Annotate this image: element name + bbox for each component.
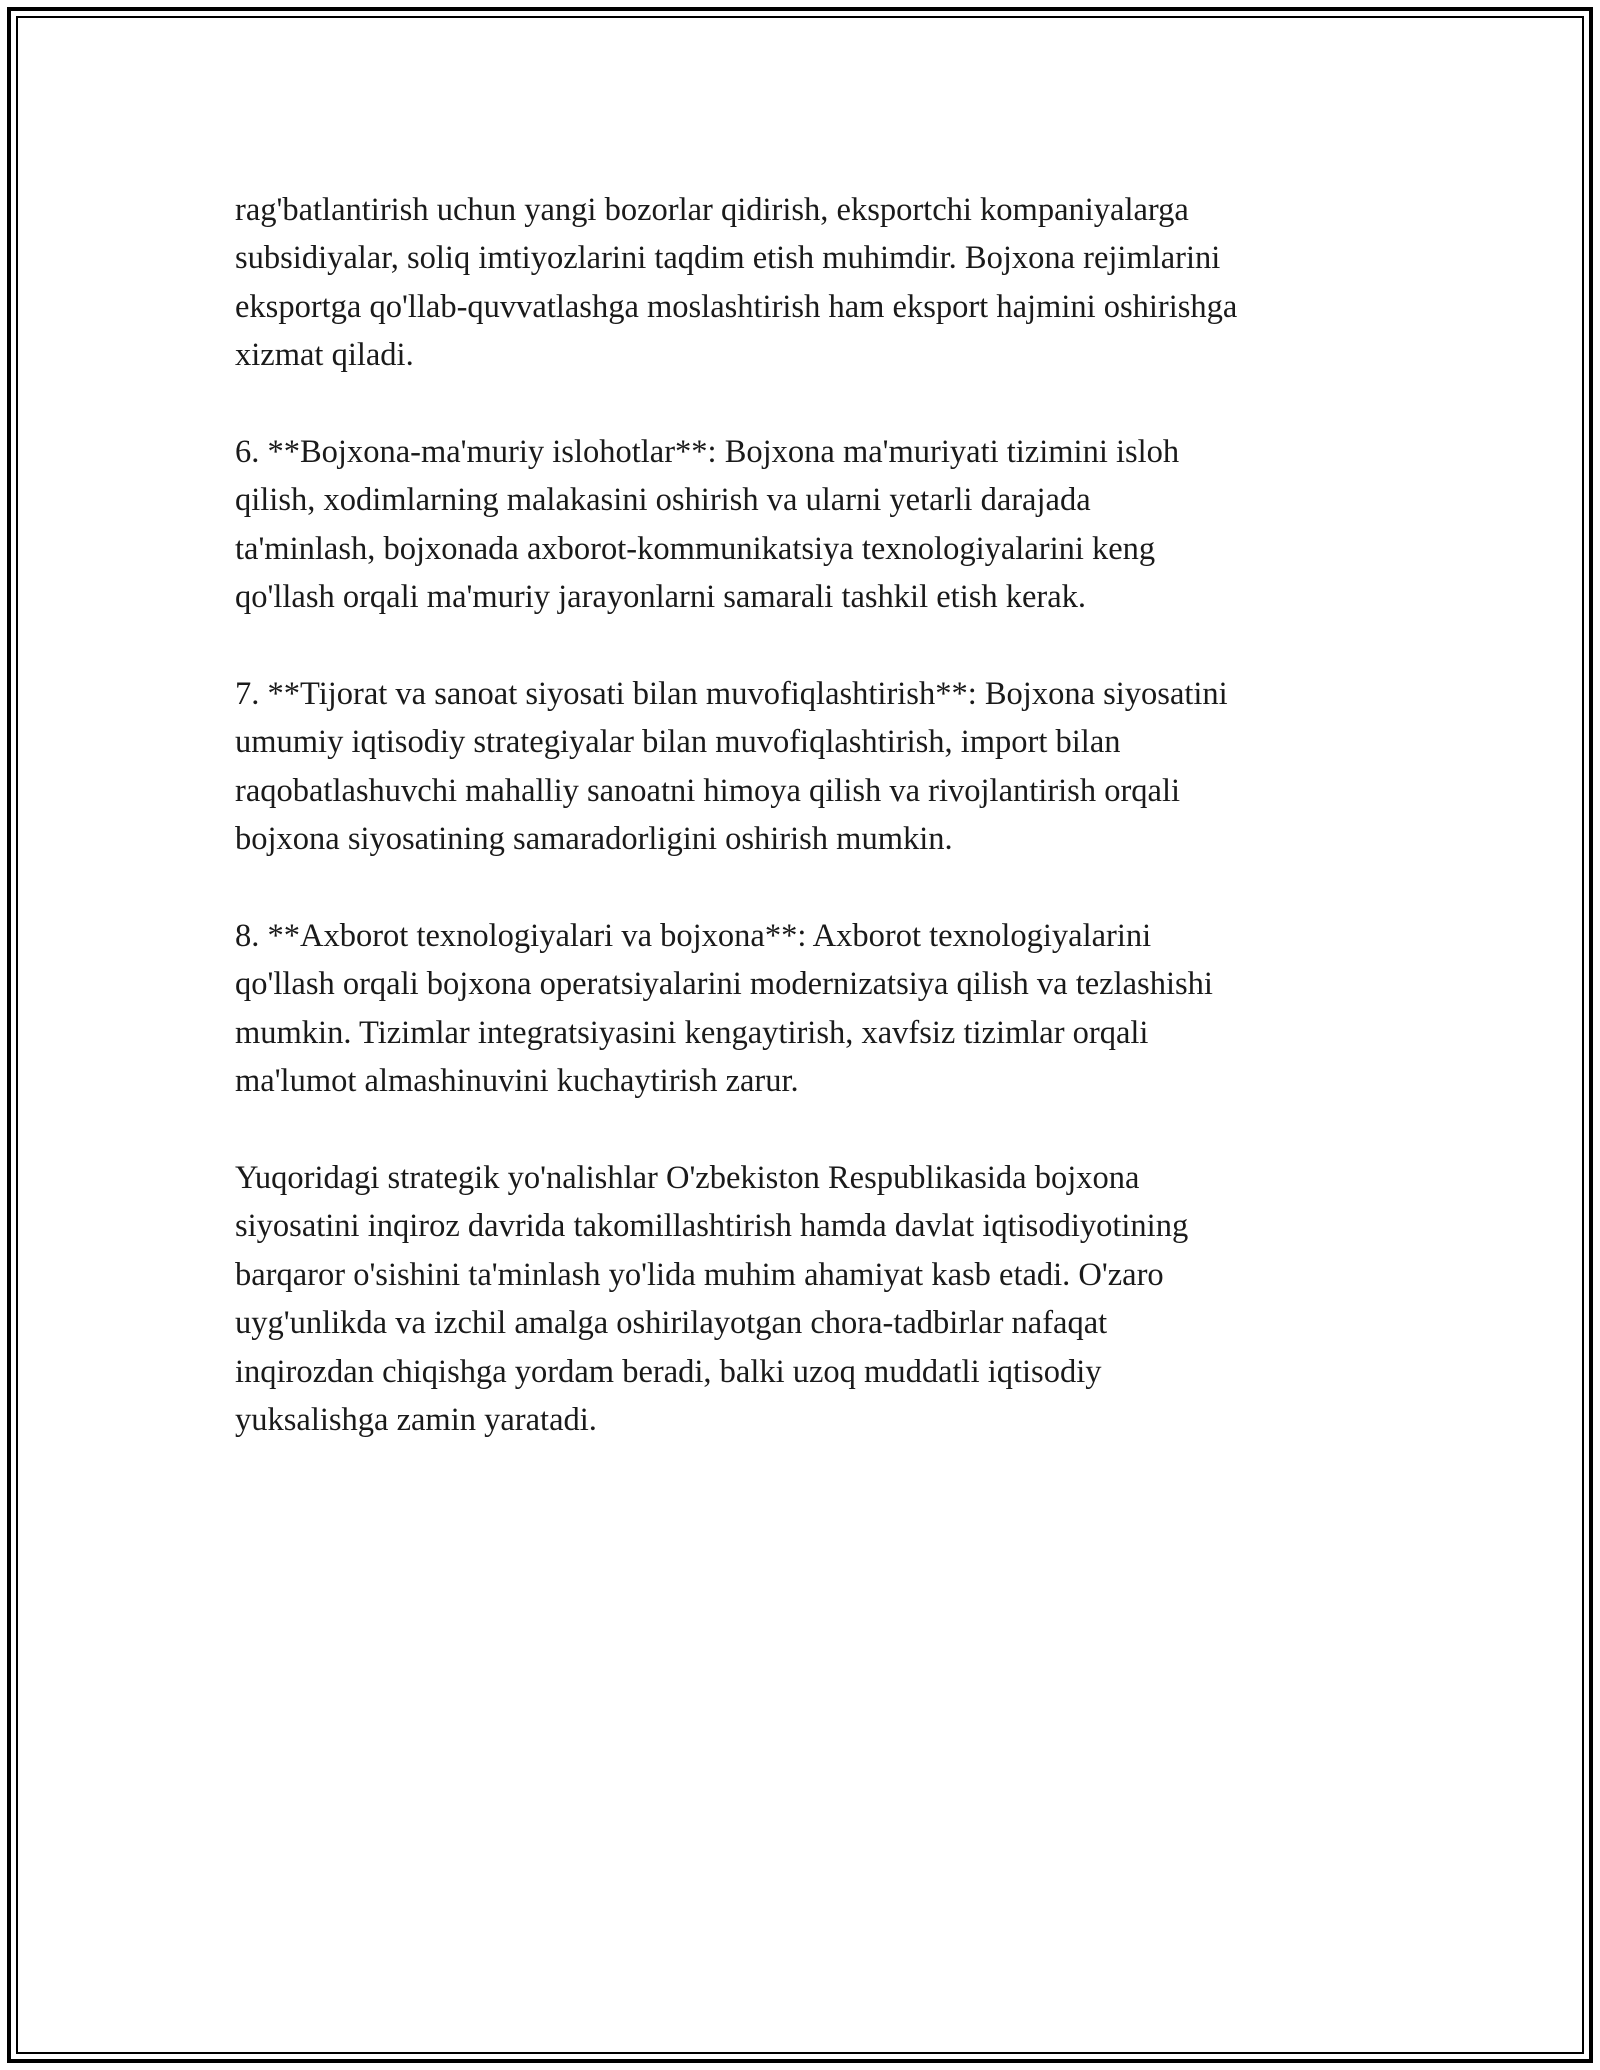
text-line: inqirozdan chiqishga yordam beradi, balki uzoq muddatli iqtisodiy (235, 1353, 1102, 1390)
text-line: qilish, xodimlarning malakasini oshirish va ularni yetarli darajada (235, 482, 1091, 519)
text-line: bojxona siyosatining samaradorligini oshirish mumkin. (235, 821, 953, 858)
text-line: subsidiyalar, soliq imtiyozlarini taqdim etish muhimdir. Bojxona rejimlarini (235, 240, 1221, 277)
text-line: umumiy iqtisodiy strategiyalar bilan muvofiqlashtirish, import bilan (235, 724, 1121, 761)
paragraph-item-8-information-technology (235, 912, 1415, 1106)
text-line: xizmat qiladi. (235, 337, 414, 374)
text-line: qo'llash orqali ma'muriy jarayonlarni samarali tashkil etish kerak. (235, 579, 1087, 616)
paragraph-item-7-trade-industry-policy (235, 670, 1415, 864)
text-line: 6. **Bojxona-ma'muriy islohotlar**: Bojxona ma'muriyati tizimini isloh (235, 434, 1180, 471)
paragraph-export-incentives (235, 186, 1415, 380)
text-line: qo'llash orqali bojxona operatsiyalarini modernizatsiya qilish va tezlashishi (235, 966, 1213, 1003)
text-line: mumkin. Tizimlar integratsiyasini kengaytirish, xavfsiz tizimlar orqali (235, 1014, 1149, 1051)
text-line: barqaror o'sishini ta'minlash yo'lida muhim ahamiyat kasb etadi. O'zaro (235, 1256, 1164, 1293)
text-line: raqobatlashuvchi mahalliy sanoatni himoya qilish va rivojlantirish orqali (235, 772, 1181, 809)
paragraph-conclusion (235, 1154, 1415, 1444)
text-line: 8. **Axborot texnologiyalari va bojxona**: Axborot texnologiyalarini (235, 918, 1152, 955)
text-line: siyosatini inqiroz davrida takomillashtirish hamda davlat iqtisodiyotining (235, 1208, 1189, 1245)
text-line: yuksalishga zamin yaratadi. (235, 1402, 597, 1439)
text-line: Yuqoridagi strategik yo'nalishlar O'zbekiston Respublikasida bojxona (235, 1160, 1140, 1197)
text-line: 7. **Tijorat va sanoat siyosati bilan muvofiqlashtirish**: Bojxona siyosatini (235, 676, 1228, 713)
text-line: uyg'unlikda va izchil amalga oshirilayotgan chora-tadbirlar nafaqat (235, 1305, 1108, 1342)
text-line: ma'lumot almashinuvini kuchaytirish zarur. (235, 1063, 799, 1100)
text-line: eksportga qo'llab-quvvatlashga moslashtirish ham eksport hajmini oshirishga (235, 288, 1238, 325)
text-line: rag'batlantirish uchun yangi bozorlar qidirish, eksportchi kompaniyalarga (235, 192, 1189, 228)
paragraph-item-6-administrative-reforms (235, 428, 1415, 622)
document-body (235, 186, 1415, 1493)
text-line: ta'minlash, bojxonada axborot-kommunikatsiya texnologiyalarini keng (235, 530, 1156, 567)
